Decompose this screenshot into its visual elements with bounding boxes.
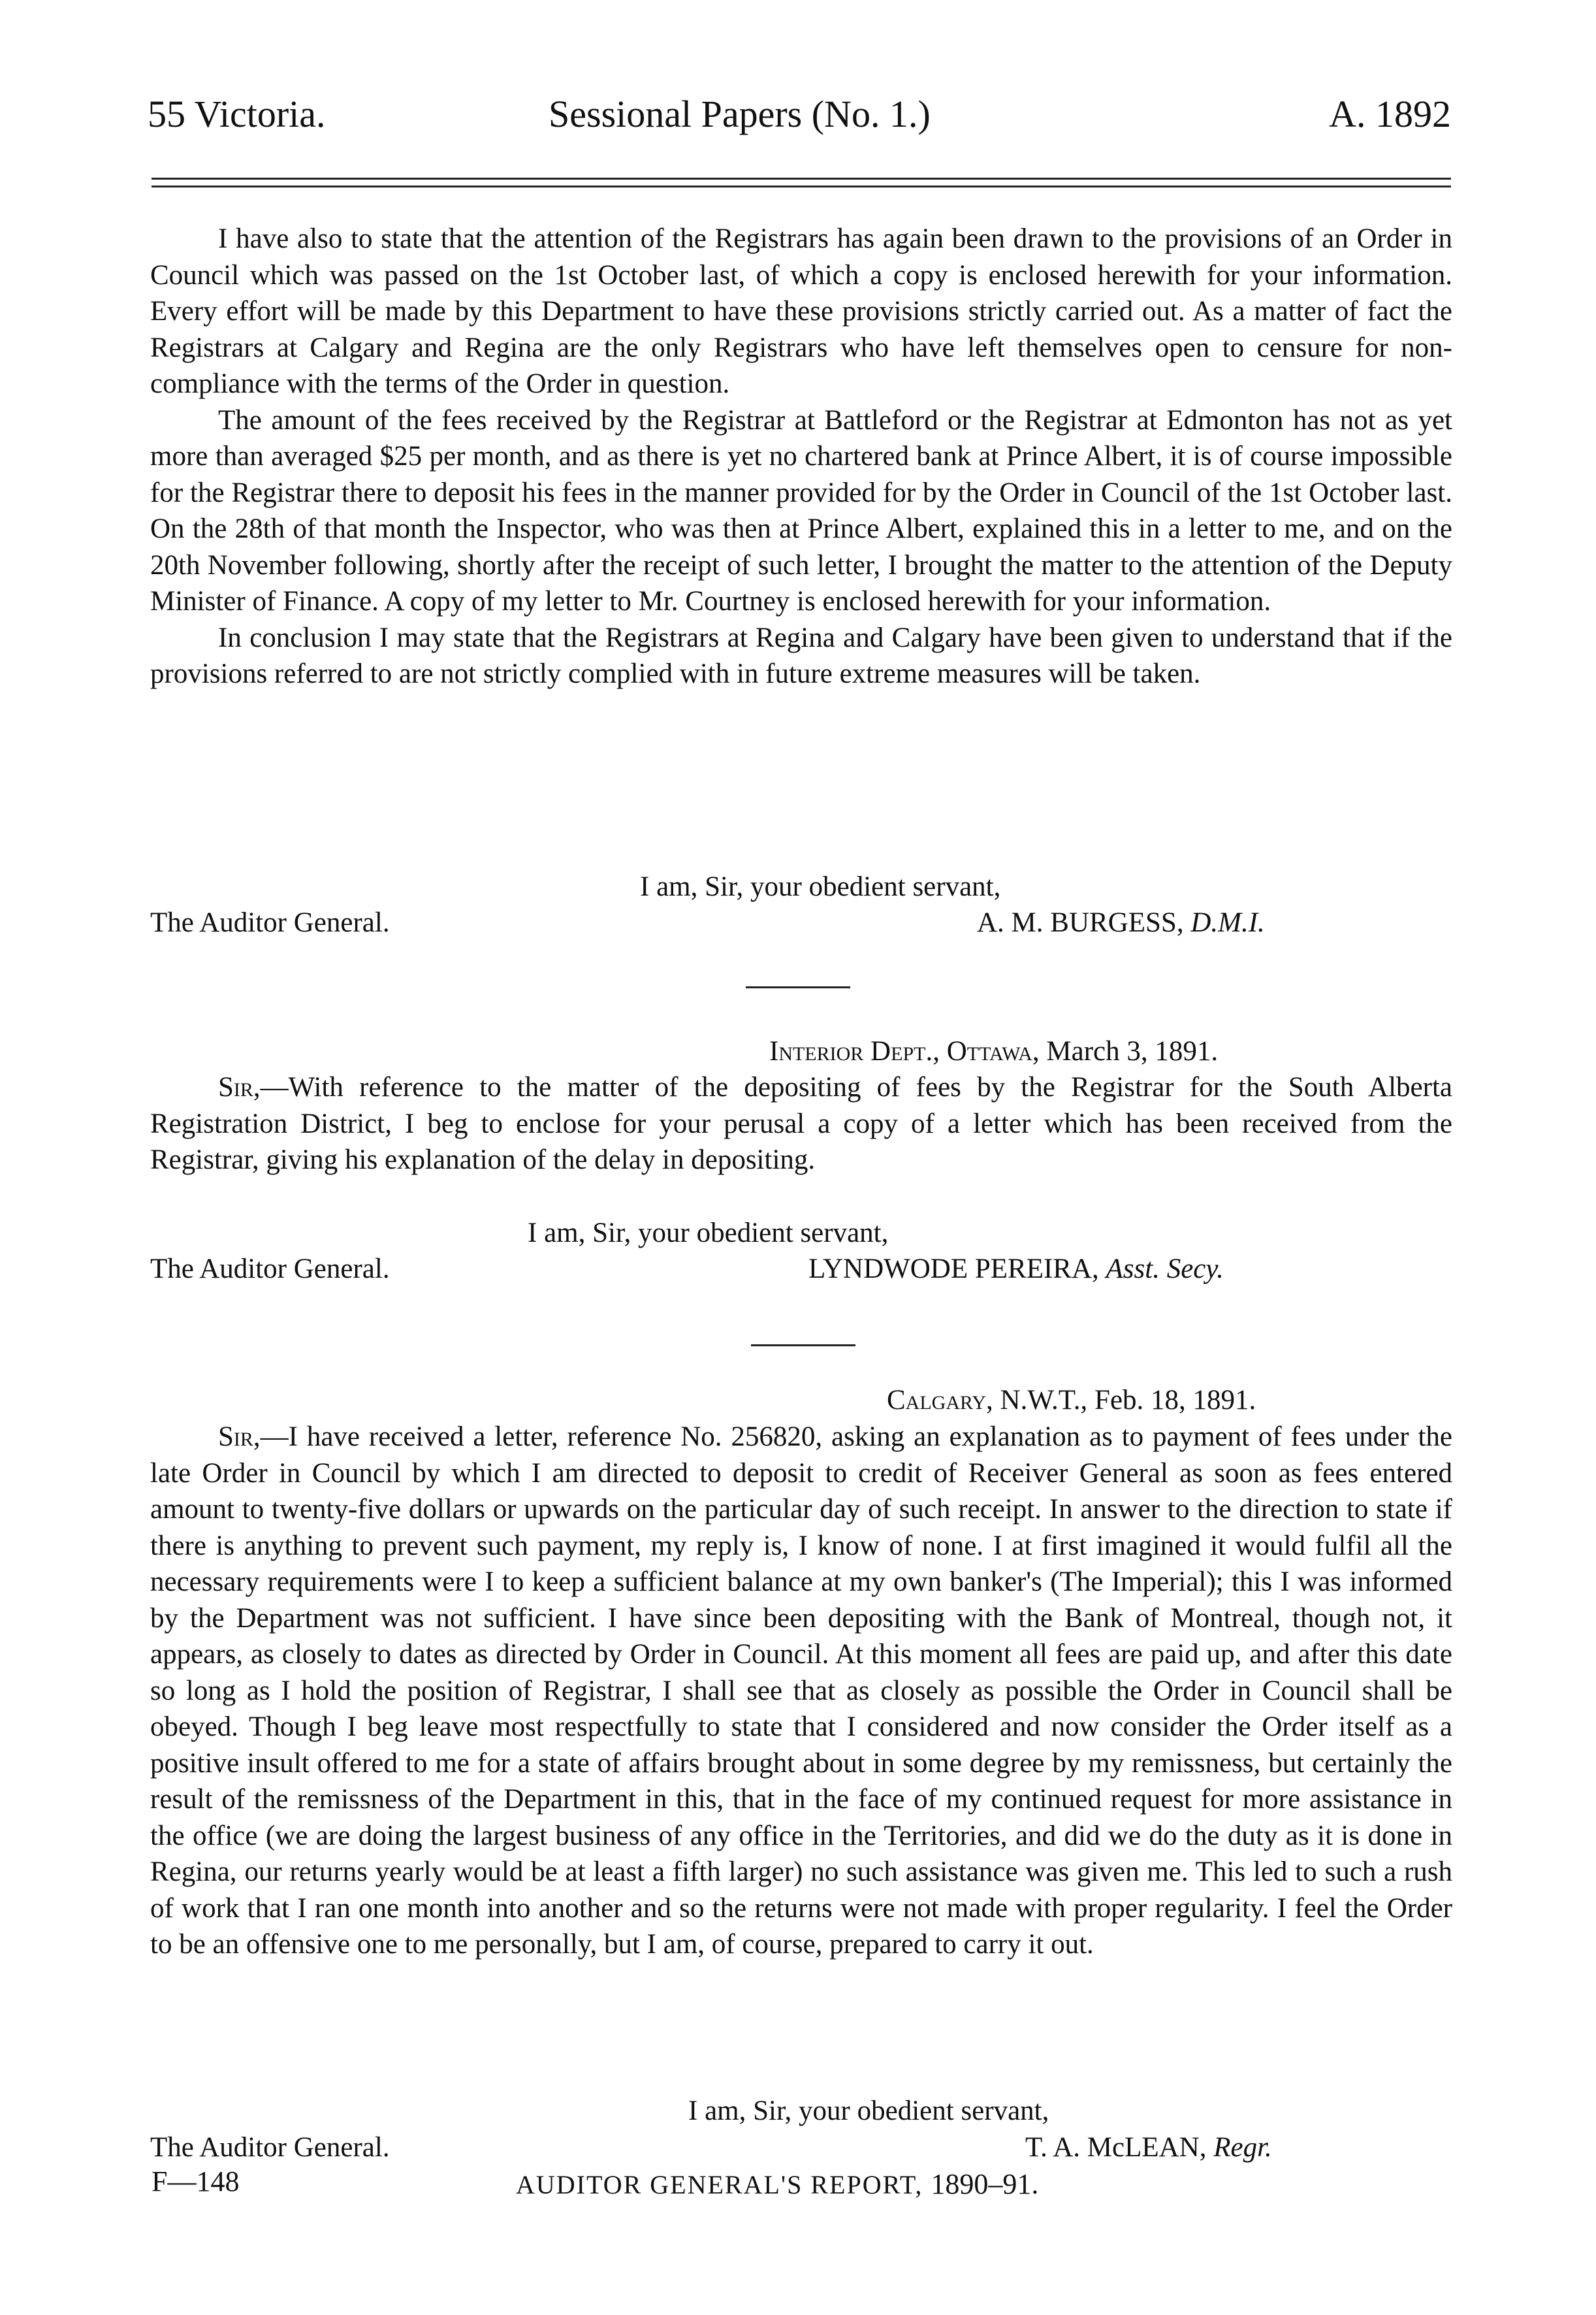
letter-1-signature — [977, 905, 1265, 941]
footer-page-id: F—148 — [152, 2165, 240, 2197]
letter-2-dateline — [769, 1033, 1218, 1069]
header-rule-top — [152, 178, 1451, 180]
letter-1-closing: I am, Sir, your obedient servant, — [640, 871, 1001, 902]
header-rule-bottom — [152, 186, 1451, 187]
letter-3-text: —I have received a letter, reference No. 256820, asking an explanation as to payment of fees under the late Order in Council by which I am directed to deposit to credit of Receiver General as soon as fees entered amount to twenty-five dollars or upwards on the particular day of such receipt. In answer to the direction to state if there is anything to prevent such payment, my reply is, I know of none. I at first imagined it would fulfil all the necessary requirements were I to keep a sufficient balance at my own banker's (The Imperial); this I was informed by the Department was not sufficient. I have since been depositing with the Bank of Montreal, though not, it appears, as closely to dates as directed by Order in Council. At this moment all fees are paid up, and after this date so long as I hold the position of Registrar, I shall see that as closely as possible the Order in Council shall be obeyed. Though I beg leave most respectfully to state that I considered and now consider the Order itself as a positive insult offered to me for a state of affairs brought about in some degree by my remissness, but certainly the result of the remissness of the Department in this, that in the face of my continued request for more assistance in the office (we are doing the largest business of any office in the Territories, and did we do the duty as it is done in Regina, our returns yearly would be at least a fifth larger) no such assistance was given me. This led to such a rush of work that I ran one month into another and so the returns were not made with proper regularity. I feel the Order to be an offensive one to me personally, but I am, of course, prepared to carry it out. — [150, 1421, 1452, 1960]
letter-3-dateline — [887, 1382, 1256, 1418]
letter-3-signature — [1025, 2129, 1272, 2165]
letter-1-paragraph-3: In conclusion I may state that the Registrars at Regina and Calgary have been given to understand that if the provisions referred to are not strictly complied with in future extreme measures will be taken. — [150, 622, 1452, 689]
letter-1-signature-name: A. M. BURGESS, — [977, 907, 1184, 938]
letter-2-addressee: The Auditor General. — [150, 1254, 390, 1284]
letter-2-signature-name: LYNDWODE PEREIRA, — [808, 1254, 1099, 1284]
letter-1-body — [150, 221, 1452, 692]
letter-3-addressee: The Auditor General. — [150, 2132, 390, 2163]
letter-3-closing: I am, Sir, your obedient servant, — [688, 2096, 1049, 2126]
letter-3-date: N.W.T., Feb. 18, 1891. — [1000, 1385, 1256, 1416]
separator-1 — [746, 986, 850, 988]
letter-2-paragraph — [150, 1069, 1452, 1178]
letter-1-addressee: The Auditor General. — [150, 907, 390, 938]
letter-3-signature-title: Regr. — [1213, 2132, 1272, 2163]
letter-3-body — [150, 1419, 1452, 1963]
letter-2-date: March 3, 1891. — [1046, 1036, 1219, 1067]
header-year: A. 1892 — [1329, 93, 1451, 135]
footer-report-name: AUDITOR GENERAL'S REPORT, — [516, 2170, 923, 2199]
letter-2-closing: I am, Sir, your obedient servant, — [528, 1218, 889, 1248]
letter-3-paragraph — [150, 1419, 1452, 1963]
letter-2-text: —With reference to the matter of the depositing of fees by the Registrar for the South Alberta Registration District, I beg to enclose for your perusal a copy of a letter which has been received from the Registrar, giving his explanation of the delay in depositing. — [150, 1072, 1452, 1175]
separator-2 — [751, 1344, 855, 1346]
letter-2-signature-title: Asst. Secy. — [1106, 1254, 1224, 1284]
letter-3-signature-name: T. A. McLEAN, — [1025, 2132, 1207, 2163]
footer-report-title — [516, 2166, 1038, 2203]
header-session: 55 Victoria. — [148, 93, 326, 135]
letter-1-paragraph-2: The amount of the fees received by the Registrar at Battleford or the Registrar at Edmonton has not as yet more than averaged $25 per month, and as there is yet no chartered bank at Prince Albert, it is of course impossible for the Registrar there to deposit his fees in the manner provided for by the Order in Council of the 1st October last. On the 28th of that month the Inspector, who was then at Prince Albert, explained this in a letter to me, and on the 20th November following, shortly after the receipt of such letter, I brought the matter to the attention of the Deputy Minister of Finance. A copy of my letter to Mr. Courtney is enclosed herewith for your information. — [150, 404, 1452, 617]
header-sessional-papers: Sessional Papers (No. 1.) — [549, 93, 931, 135]
letter-3-salutation: Sir, — [218, 1421, 261, 1452]
letter-3-place: Calgary, — [887, 1385, 993, 1416]
letter-2-signature — [808, 1251, 1224, 1287]
footer-report-years: 1890–91. — [931, 2168, 1039, 2200]
letter-2-body — [150, 1069, 1452, 1178]
letter-2-salutation: Sir, — [218, 1072, 261, 1103]
letter-2-place: Interior Dept., Ottawa, — [769, 1036, 1040, 1067]
letter-1-signature-title: D.M.I. — [1190, 907, 1265, 938]
letter-1-paragraph-1: I have also to state that the attention of the Registrars has again been drawn to the provisions of an Order in Council which was passed on the 1st October last, of which a copy is enclosed herewith for your information. Every effort will be made by this Department to have these provisions strictly carried out. As a matter of fact the Registrars at Calgary and Regina are the only Registrars who have left themselves open to censure for non-compliance with the terms of the Order in question. — [150, 223, 1452, 399]
